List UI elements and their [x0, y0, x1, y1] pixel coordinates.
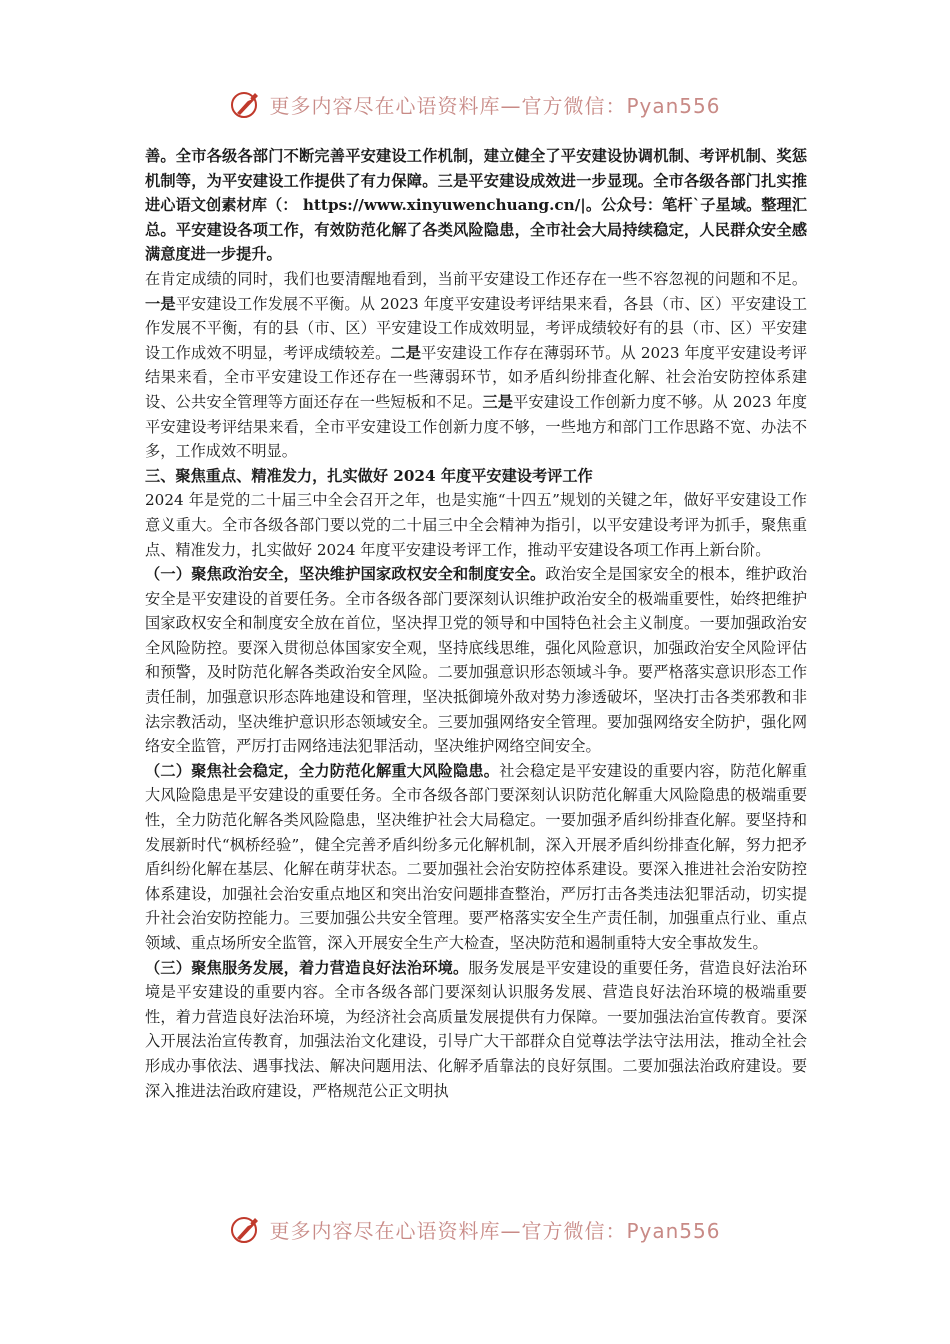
section-social-stability: （二）聚焦社会稳定，全力防范化解重大风险隐患。社会稳定是平安建设的重要内容，防范化解重大风险隐患是平安建设的重要任务。全市各级各部门要深刻认识防范化解重大风险隐患的极端重要性，全力防范化解各类风险隐患，坚决维护社会大局稳定。一要加强矛盾纠纷排查化解。要坚持和发展新时代“枫桥经验”，健全完善矛盾纠纷多元化解机制，深入开展矛盾纠纷排查化解，努力把矛盾纠纷化解在基层、化解在萌芽状态。二要加强社会治安防控体系建设。要深入推进社会治安防控体系建设，加强社会治安重点地区和突出治安问题排查整治，严厉打击各类违法犯罪活动，切实提升社会治安防控能力。三要加强公共安全管理。要严格落实安全生产责任制，加强重点行业、重点领域、重点场所安全监管，深入开展安全生产大检查，坚决防范和遏制重特大安全事故发生。	[145, 761, 808, 952]
section-title: （三）聚焦服务发展，着力营造良好法治环境。	[145, 958, 469, 977]
paragraph-achievements: 善。全市各级各部门不断完善平安建设工作机制，建立健全了平安建设协调机制、考评机制、奖惩机制等，为平安建设工作提供了有力保障。三是平安建设成效进一步显现。全市各级各部门扎实推进心语文创素材库（： https://www.xinyuwenchuang.cn/|。公众号：笔杆`子星域。整理汇总。平安建设各项工作，有效防范化解了各类风险隐患，全市社会大局持续稳定，人民群众安全感满意度进一步提升。	[145, 147, 807, 264]
quill-pen-circle-icon	[229, 87, 263, 121]
paragraph-problems: 在肯定成绩的同时，我们也要清醒地看到，当前平安建设工作还存在一些不容忽视的问题和不足。一是平安建设工作发展不平衡。从 2023 年度平安建设考评结果来看，各县（市、区）平安建设工作发展不平衡，有的县（市、区）平安建设工作成效明显，考评成绩较好有的县（市、区）平安建设工作成效不明显，考评成绩较差。二是平安建设工作存在薄弱环节。从 2023 年度平安建设考评结果来看，全市平安建设工作还存在一些薄弱环节，如矛盾纠纷排查化解、社会治安防控体系建设、公共安全管理等方面还存在一些短板和不足。三是平安建设工作创新力度不够。从 2023 年度平安建设考评结果来看，全市平安建设工作创新力度不够，一些地方和部门工作思路不宽、办法不多，工作成效不明显。	[145, 269, 808, 461]
section-rule-of-law: （三）聚焦服务发展，着力营造良好法治环境。服务发展是平安建设的重要任务，营造良好法治环境是平安建设的重要内容。全市各级各部门要深刻认识服务发展、营造良好法治环境的极端重要性，着力营造良好法治环境，为经济社会高质量发展提供有力保障。一要加强法治宣传教育。要深入开展法治宣传教育，加强法治文化建设，引导广大干部群众自觉尊法学法守法用法，推动全社会形成办事依法、遇事找法、解决问题用法、化解矛盾靠法的良好氛围。二要加强法治政府建设。要深入推进法治政府建设，严格规范公正文明执	[145, 958, 808, 1100]
section-title: （二）聚焦社会稳定，全力防范化解重大风险隐患。	[145, 761, 500, 780]
document-body	[145, 144, 807, 1103]
paragraph-2024: 2024 年是党的二十届三中全会召开之年，也是实施“十四五”规划的关键之年，做好平安建设工作意义重大。全市各级各部门要以党的二十届三中全会精神为指引，以平安建设考评为抓手，聚焦重点、精准发力，扎实做好 2024 年度平安建设考评工作，推动平安建设各项工作再上新台阶。	[145, 491, 807, 559]
banner-text: 更多内容尽在心语资料库—官方微信：Pyan556	[269, 1218, 721, 1243]
header-banner	[0, 82, 950, 126]
footer-banner	[0, 1207, 950, 1251]
section-heading-3: 三、聚焦重点、精准发力，扎实做好 2024 年度平安建设考评工作	[145, 466, 593, 485]
section-title: （一）聚焦政治安全，坚决维护国家政权安全和制度安全。	[145, 565, 546, 584]
banner-text: 更多内容尽在心语资料库—官方微信：Pyan556	[269, 93, 721, 118]
section-political-security: （一）聚焦政治安全，坚决维护国家政权安全和制度安全。政治安全是国家安全的根本，维护政治安全是平安建设的首要任务。全市各级各部门要深刻认识维护政治安全的极端重要性，始终把维护国家政权安全和制度安全放在首位，坚决捍卫党的领导和中国特色社会主义制度。一要加强政治安全风险防控。要深入贯彻总体国家安全观，坚持底线思维，强化风险意识，加强政治安全风险评估和预警，及时防范化解各类政治安全风险。二要加强意识形态领域斗争。要严格落实意识形态工作责任制，加强意识形态阵地建设和管理，坚决抵御境外敌对势力渗透破坏，坚决打击各类邪教和非法宗教活动，坚决维护意识形态领域安全。三要加强网络安全管理。要加强网络安全防护，强化网络安全监管，严厉打击网络违法犯罪活动，坚决维护网络空间安全。	[145, 565, 808, 756]
quill-pen-circle-icon	[229, 1212, 263, 1246]
